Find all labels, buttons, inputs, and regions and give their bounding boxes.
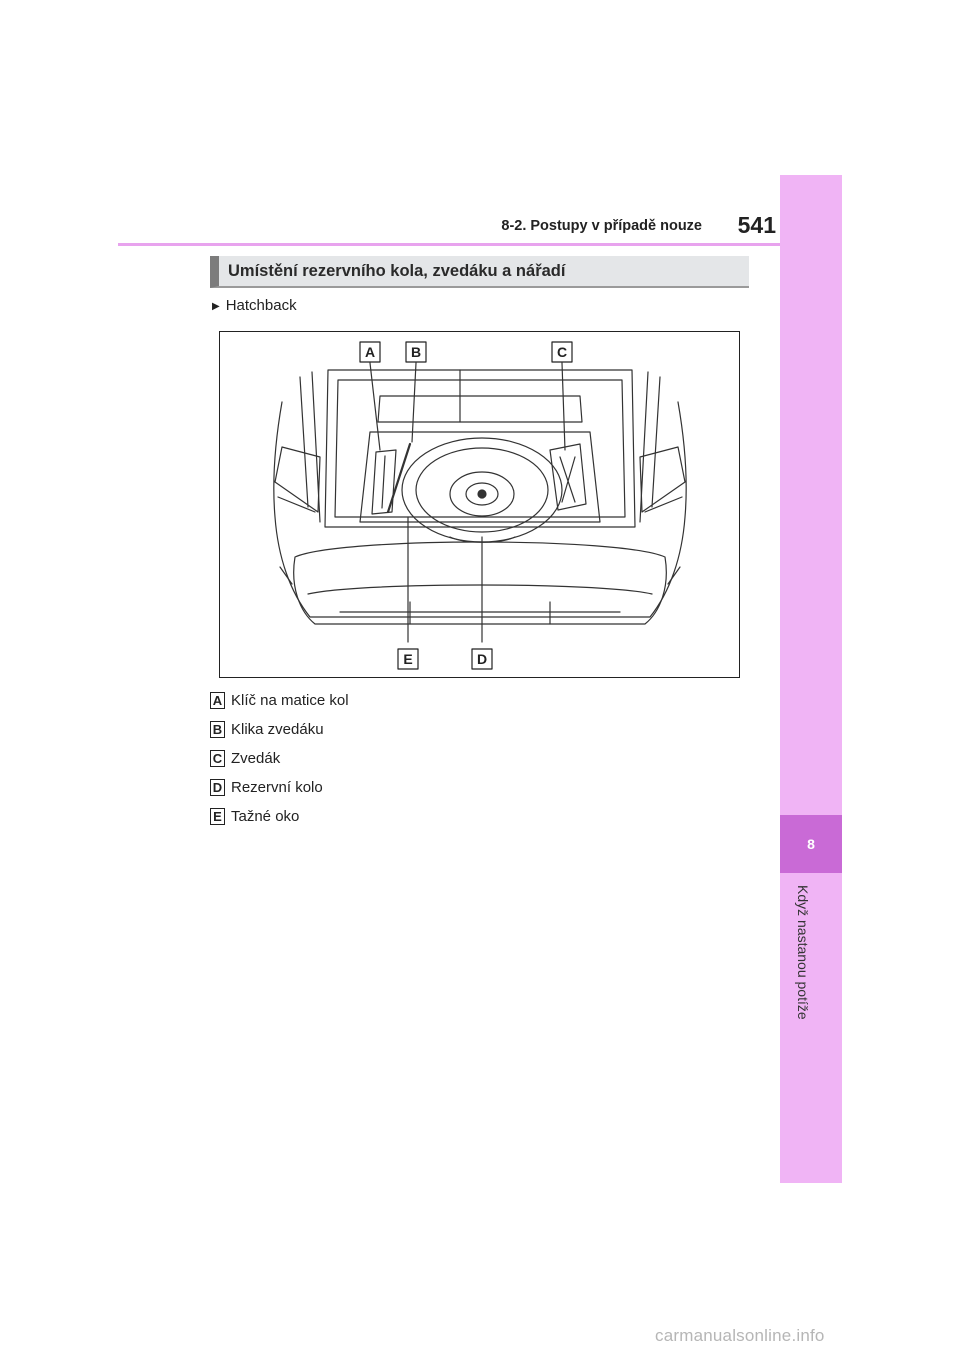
legend-item: [210, 802, 349, 831]
legend-text: Rezervní kolo: [231, 779, 323, 796]
trunk-illustration: [220, 332, 741, 679]
variant-label: [212, 297, 297, 314]
legend-key: B: [210, 721, 225, 738]
legend-list: [210, 686, 349, 831]
illustration-frame: [219, 331, 740, 678]
chapter-number-box[interactable]: 8: [780, 815, 842, 873]
svg-text:E: E: [403, 651, 413, 667]
section-heading-text: Umístění rezervního kola, zvedáku a nářadí: [228, 262, 566, 280]
triangle-bullet-icon: ▶: [212, 301, 220, 312]
section-header: 8-2. Postupy v případě nouze: [501, 218, 702, 234]
page-number: 541: [737, 212, 776, 238]
svg-text:B: B: [410, 344, 422, 360]
chapter-side-tab: [780, 175, 842, 1183]
svg-text:C: C: [556, 344, 568, 360]
callout-d: [472, 649, 492, 669]
callout-c: [552, 342, 572, 362]
legend-text: Zvedák: [231, 750, 281, 767]
callout-e: [398, 649, 418, 669]
legend-text: Klíč na matice kol: [231, 692, 349, 709]
legend-item: [210, 715, 349, 744]
variant-label-text: Hatchback: [225, 297, 297, 314]
callout-b: [406, 342, 426, 362]
chapter-title: Když nastanou potíže: [795, 885, 811, 1020]
section-heading: [210, 256, 749, 288]
svg-text:D: D: [476, 651, 488, 667]
legend-key: C: [210, 750, 225, 767]
watermark: carmanualsonline.info: [655, 1326, 825, 1345]
legend-item: [210, 744, 349, 773]
legend-key: D: [210, 779, 225, 796]
legend-text: Tažné oko: [231, 808, 300, 825]
legend-text: Klika zvedáku: [231, 721, 324, 738]
legend-key: E: [210, 808, 225, 825]
header-divider: [118, 243, 780, 246]
svg-text:A: A: [364, 344, 376, 360]
legend-item: [210, 773, 349, 802]
legend-key: A: [210, 692, 225, 709]
legend-item: [210, 686, 349, 715]
callout-a: [360, 342, 380, 362]
